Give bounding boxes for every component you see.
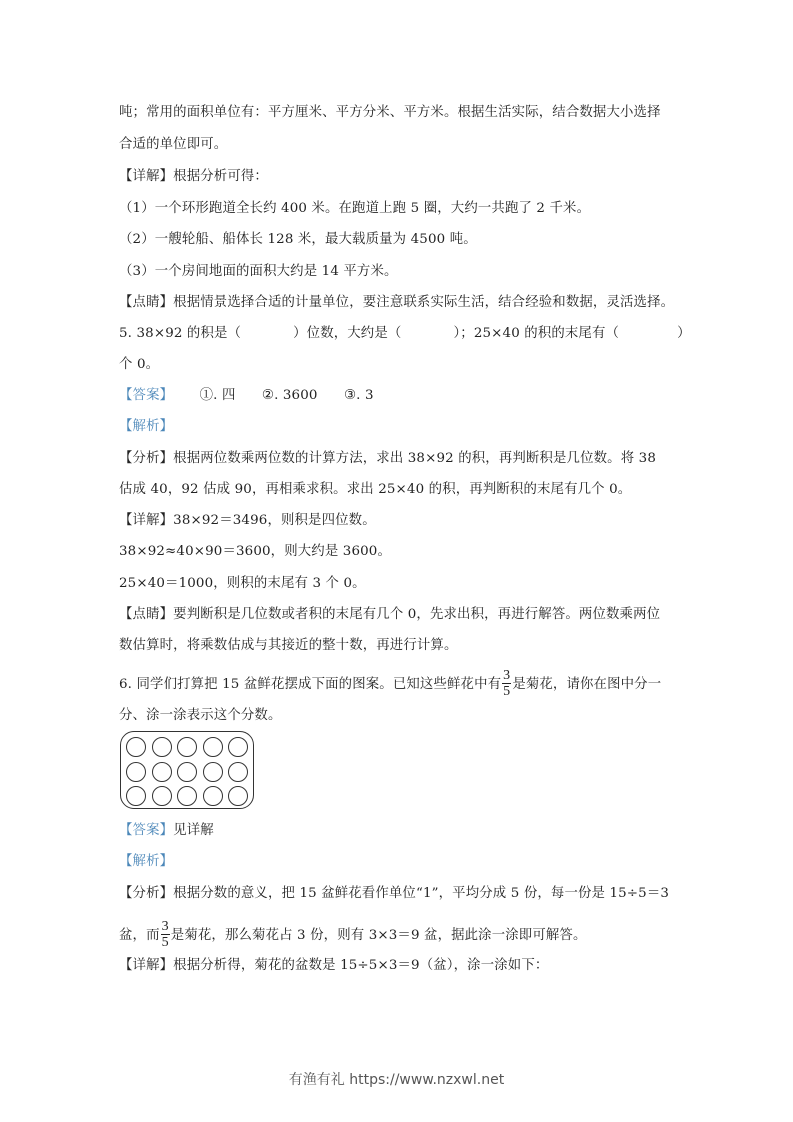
detail-tag: 【详解】 — [119, 513, 174, 528]
analysis-sub-tag: 【分析】 — [119, 886, 174, 901]
analysis-text: 根据两位数乘两位数的计算方法，求出 38×92 的积，再判断积是几位数。将 38 — [173, 451, 656, 466]
analysis-line — [119, 450, 656, 468]
detail-tag: 【详解】 — [119, 169, 174, 184]
question-6-text: 6. 同学们打算把 15 盆鲜花摆成下面的图案。已知这些鲜花中有 — [119, 677, 502, 692]
question-6 — [119, 669, 661, 700]
flower-circle[interactable] — [228, 762, 248, 782]
answer-item: ②. 3600 — [261, 388, 318, 403]
flower-circle[interactable] — [203, 786, 223, 806]
question-5 — [119, 325, 691, 343]
detail-text: 根据分析可得： — [173, 169, 268, 184]
tip-text: 要判断积是几位数或者积的末尾有几个 0，先求出积，再进行解答。两位数乘两位 — [173, 607, 661, 622]
fraction-denominator: 5 — [161, 935, 169, 950]
footer-watermark: 有渔有礼 https://www.nzxwl.net — [288, 1072, 505, 1088]
flower-circle[interactable] — [126, 762, 146, 782]
analysis-tag: 【解析】 — [119, 854, 174, 869]
analysis-sub-tag: 【分析】 — [119, 451, 174, 466]
flower-circle[interactable] — [126, 786, 146, 806]
answer-text: 见详解 — [173, 823, 214, 838]
fraction-numerator: 3 — [503, 668, 511, 683]
detail-tag: 【详解】 — [119, 958, 174, 973]
tip-tag: 【点睛】 — [119, 295, 174, 310]
analysis-text: 根据分数的意义，把 15 盆鲜花看作单位“1”，平均分成 5 份，每一份是 15÷5＝3 — [173, 886, 670, 901]
text-line: （2）一艘轮船、船体长 128 米，最大载质量为 4500 吨。 — [119, 232, 477, 247]
flower-circle[interactable] — [177, 737, 197, 757]
analysis-text: 盆，而 — [119, 928, 160, 943]
answer-tag: 【答案】 — [119, 823, 174, 838]
flower-circle[interactable] — [228, 737, 248, 757]
detail-text: 根据分析得，菊花的盆数是 15÷5×3＝9（盆），涂一涂如下： — [173, 958, 549, 973]
text-line: 合适的单位即可。 — [119, 137, 228, 152]
tip-tag: 【点睛】 — [119, 607, 174, 622]
tip-line — [119, 606, 660, 624]
answer-line — [119, 822, 214, 840]
flower-circle[interactable] — [228, 786, 248, 806]
analysis-text: 估成 40，92 估成 90，再相乘求积。求出 25×40 的积，再判断积的末尾有几个 0。 — [119, 482, 632, 497]
detail-line — [119, 957, 548, 975]
fraction — [161, 919, 170, 950]
detail-line — [119, 168, 268, 186]
flower-circle[interactable] — [152, 762, 172, 782]
question-6-text: 是菊花，请你在图中分一 — [512, 677, 662, 692]
answer-item: ③. 3 — [344, 388, 374, 403]
question-5-part: ） — [677, 326, 691, 341]
flower-circle[interactable] — [152, 786, 172, 806]
flower-pattern — [120, 731, 254, 809]
flower-circle[interactable] — [152, 737, 172, 757]
question-5-part: ）；25×40 的积的末尾有（ — [453, 326, 620, 341]
flower-circle[interactable] — [177, 786, 197, 806]
tip-line — [119, 294, 674, 312]
detail-text: 38×92＝3496，则积是四位数。 — [173, 513, 376, 528]
flower-circle[interactable] — [126, 737, 146, 757]
tip-text: 根据情景选择合适的计量单位，要注意联系实际生活，结合经验和数据，灵活选择。 — [173, 295, 675, 310]
flower-circle[interactable] — [203, 762, 223, 782]
analysis-text — [119, 920, 587, 951]
flower-circle[interactable] — [177, 762, 197, 782]
question-5-part: ）位数，大约是（ — [293, 326, 402, 341]
tip-text: 数估算时，将乘数估成与其接近的整十数，再进行计算。 — [119, 638, 458, 653]
answer-tag: 【答案】 — [119, 388, 174, 403]
text-line: （1）一个环形跑道全长约 400 米。在跑道上跑 5 圈，大约一共跑了 2 千米。 — [119, 201, 591, 216]
answer-item: ①. 四 — [199, 388, 236, 403]
fraction-denominator: 5 — [503, 684, 511, 699]
analysis-tag: 【解析】 — [119, 419, 174, 434]
fraction-numerator: 3 — [161, 919, 169, 934]
detail-text: 25×40＝1000，则积的末尾有 3 个 0。 — [119, 576, 366, 591]
flower-grid — [126, 737, 248, 806]
analysis-text: 是菊花，那么菊花占 3 份，则有 3×3＝9 盆，据此涂一涂即可解答。 — [170, 928, 587, 943]
analysis-line — [119, 885, 669, 903]
flower-circle[interactable] — [203, 737, 223, 757]
text-line: （3）一个房间地面的面积大约是 14 平方米。 — [119, 264, 398, 279]
fraction — [502, 668, 511, 699]
question-5-line2: 个 0。 — [119, 357, 160, 372]
question-5-part: 5. 38×92 的积是（ — [119, 326, 242, 341]
answer-line — [119, 387, 374, 405]
text-line: 吨；常用的面积单位有：平方厘米、平方分米、平方米。根据生活实际，结合数据大小选择 — [119, 105, 661, 120]
detail-text: 38×92≈40×90＝3600，则大约是 3600。 — [119, 544, 392, 559]
question-6-line2: 分、涂一涂表示这个分数。 — [119, 708, 282, 723]
detail-line — [119, 512, 376, 530]
